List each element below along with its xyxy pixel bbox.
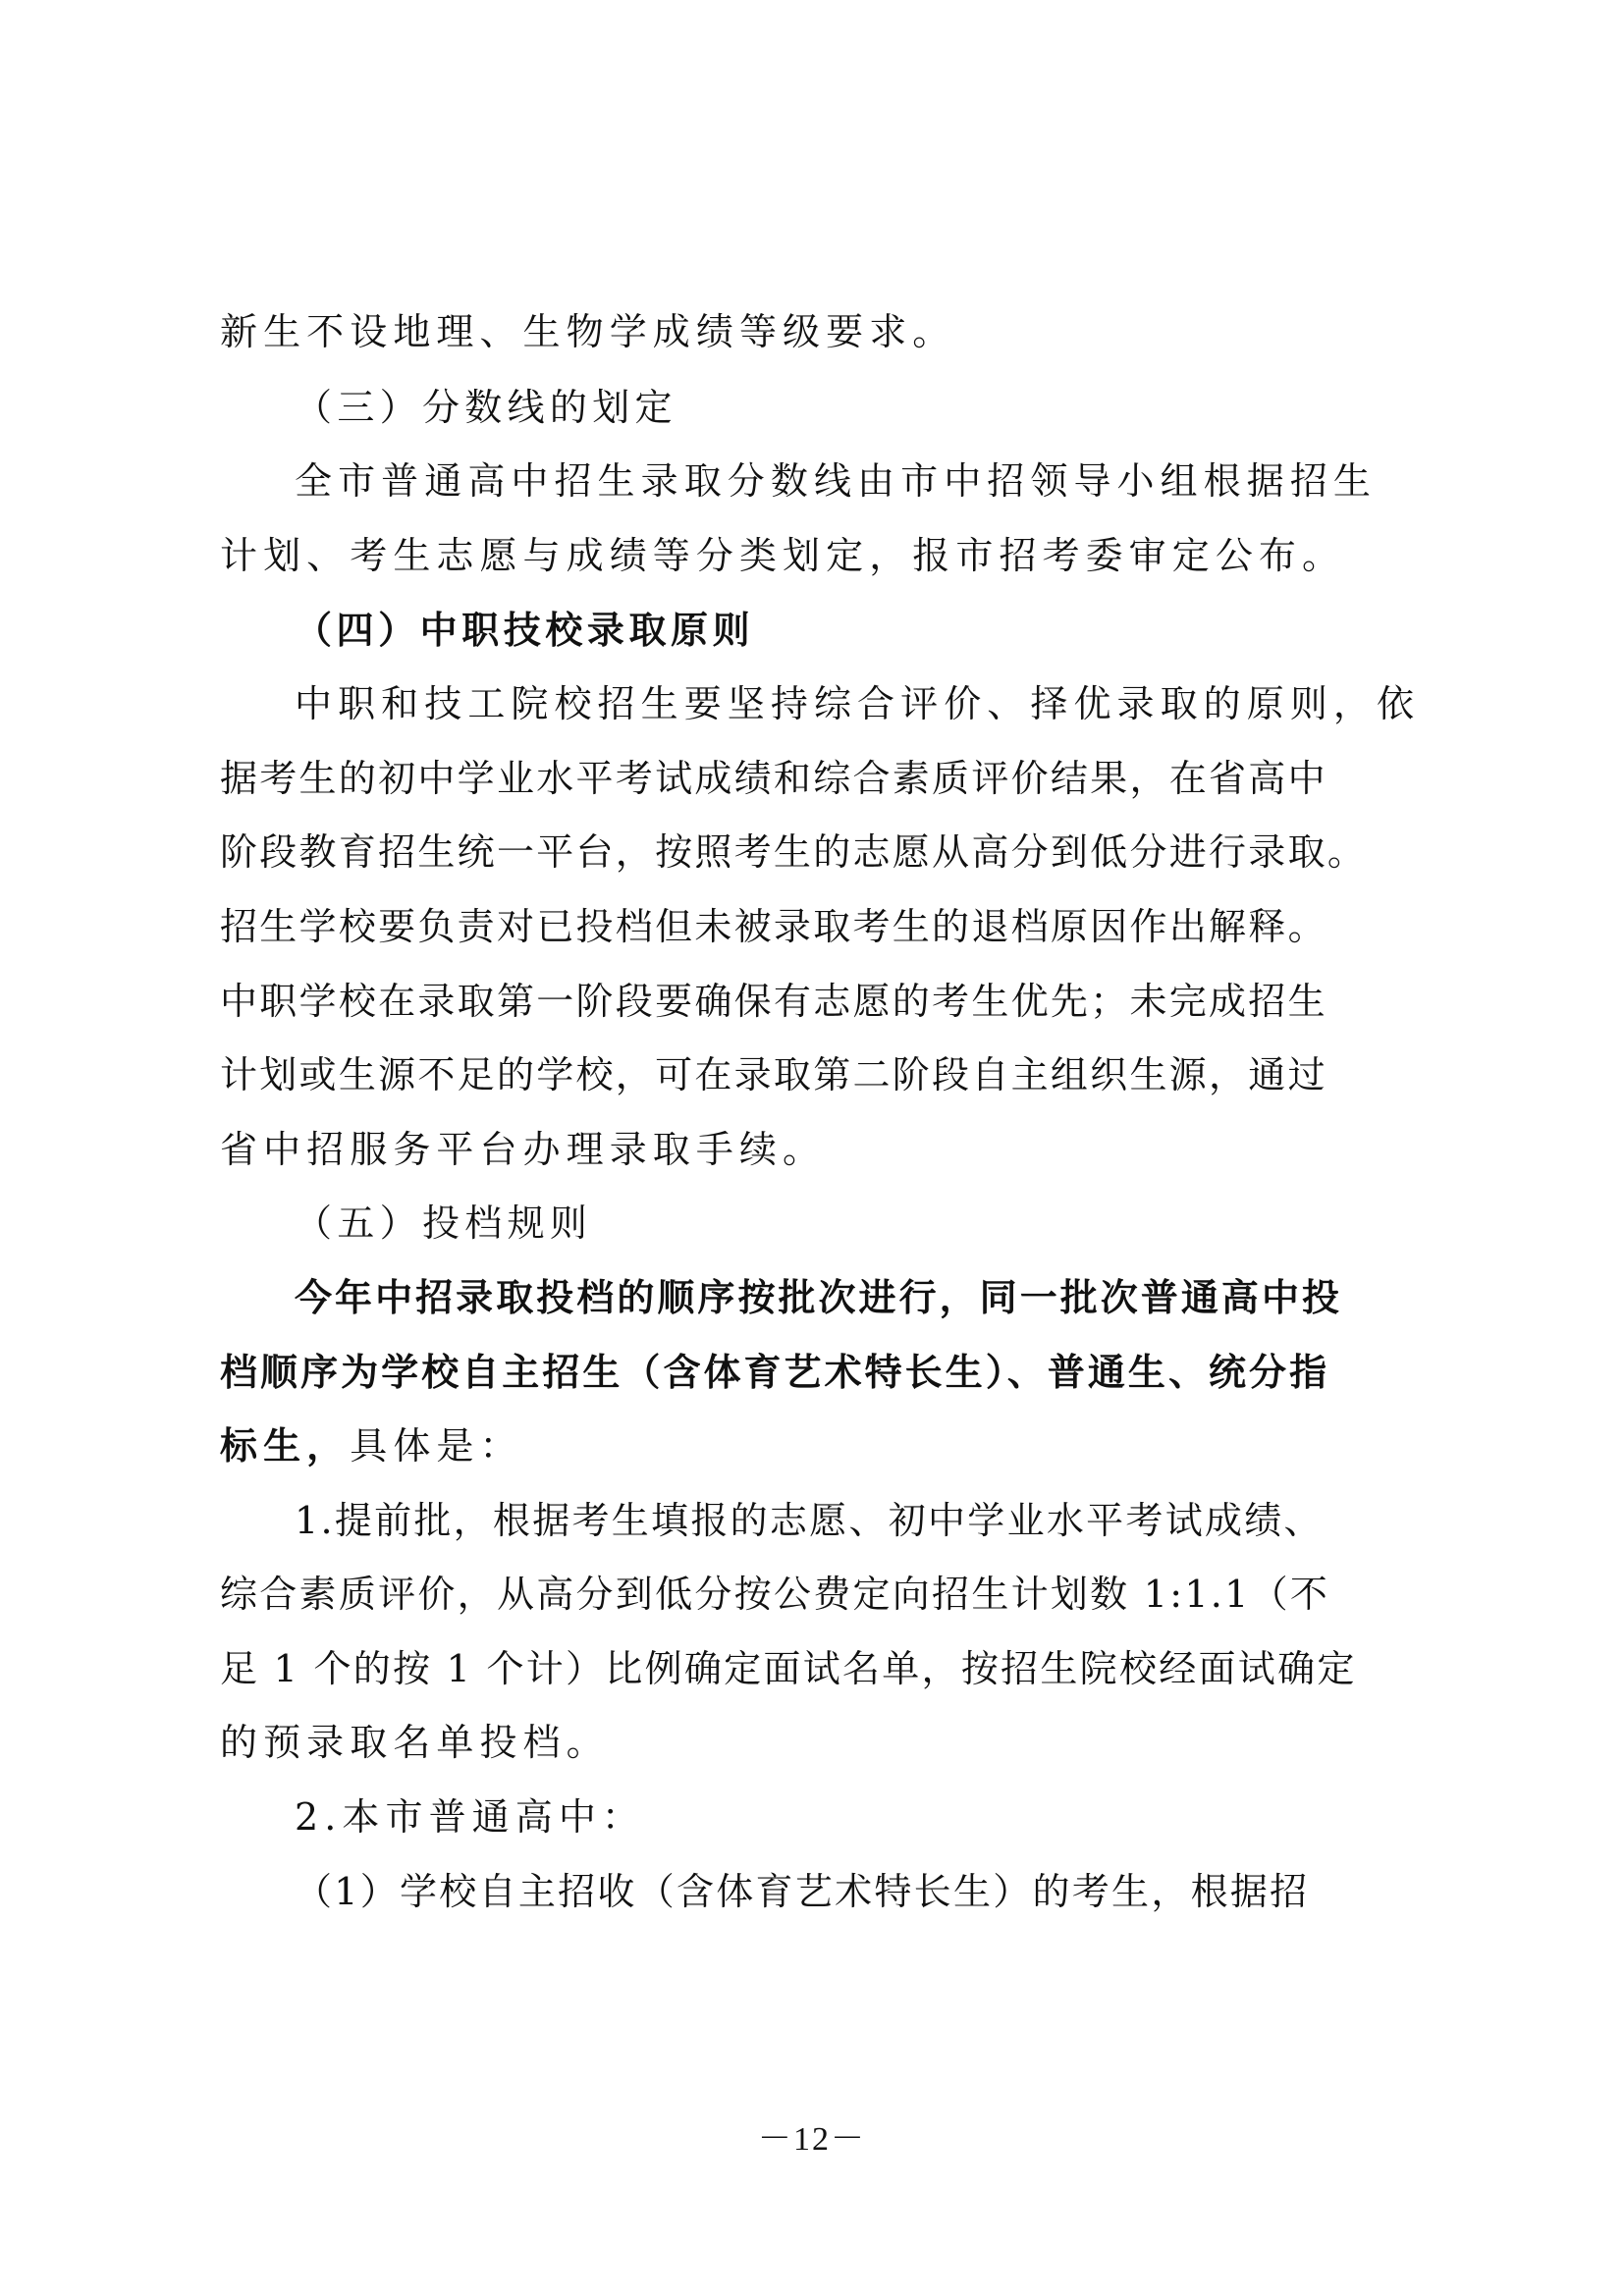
paragraph-line: 全市普通高中招生录取分数线由市中招领导小组根据招生	[295, 459, 1378, 503]
paragraph-line: 今年中招录取投档的顺序按批次进行，同一批次普通高中投	[295, 1275, 1343, 1319]
paragraph-line: 1.提前批，根据考生填报的志愿、初中学业水平考试成绩、	[295, 1499, 1324, 1542]
paragraph-line	[220, 1416, 523, 1475]
paragraph-line: 计划或生源不足的学校，可在录取第二阶段自主组织生源，通过	[220, 1053, 1327, 1096]
paragraph-line: 2.本市普通高中：	[295, 1795, 645, 1839]
paragraph-line: 中职学校在录取第一阶段要确保有志愿的考生优先；未完成招生	[220, 980, 1327, 1023]
section-heading: （五）投档规则	[295, 1201, 593, 1245]
paragraph-line: 综合素质评价，从高分到低分按公费定向招生计划数 1:1.1（不	[220, 1573, 1330, 1616]
page-number: －12－	[757, 2121, 867, 2158]
regular-text: 具体是：	[350, 1424, 523, 1468]
paragraph-line: （1）学校自主招收（含体育艺术特长生）的考生，根据招	[295, 1870, 1310, 1913]
paragraph-line: 中职和技工院校招生要坚持综合评价、择优录取的原则，依	[295, 682, 1421, 725]
paragraph-line: 据考生的初中学业水平考试成绩和综合素质评价结果，在省高中	[220, 757, 1327, 800]
paragraph-line: 的预录取名单投档。	[220, 1721, 610, 1764]
paragraph-line: 招生学校要负责对已投档但未被录取考生的退档原因作出解释。	[220, 905, 1327, 948]
paragraph-line: 计划、考生志愿与成绩等分类划定，报市招考委审定公布。	[220, 534, 1346, 577]
paragraph-line: 档顺序为学校自主招生（含体育艺术特长生）、普通生、统分指	[220, 1350, 1330, 1394]
bold-text: 标生，	[220, 1423, 351, 1468]
paragraph-line: 新生不设地理、生物学成绩等级要求。	[220, 310, 956, 353]
section-heading: （三）分数线的划定	[295, 386, 677, 429]
paragraph-line: 省中招服务平台办理录取手续。	[220, 1128, 827, 1171]
paragraph-line: 足 1 个的按 1 个计）比例确定面试名单，按招生院校经面试确定	[220, 1647, 1357, 1690]
section-heading: （四）中职技校录取原则	[295, 608, 755, 652]
paragraph-line: 阶段教育招生统一平台，按照考生的志愿从高分到低分进行录取。	[220, 830, 1368, 874]
